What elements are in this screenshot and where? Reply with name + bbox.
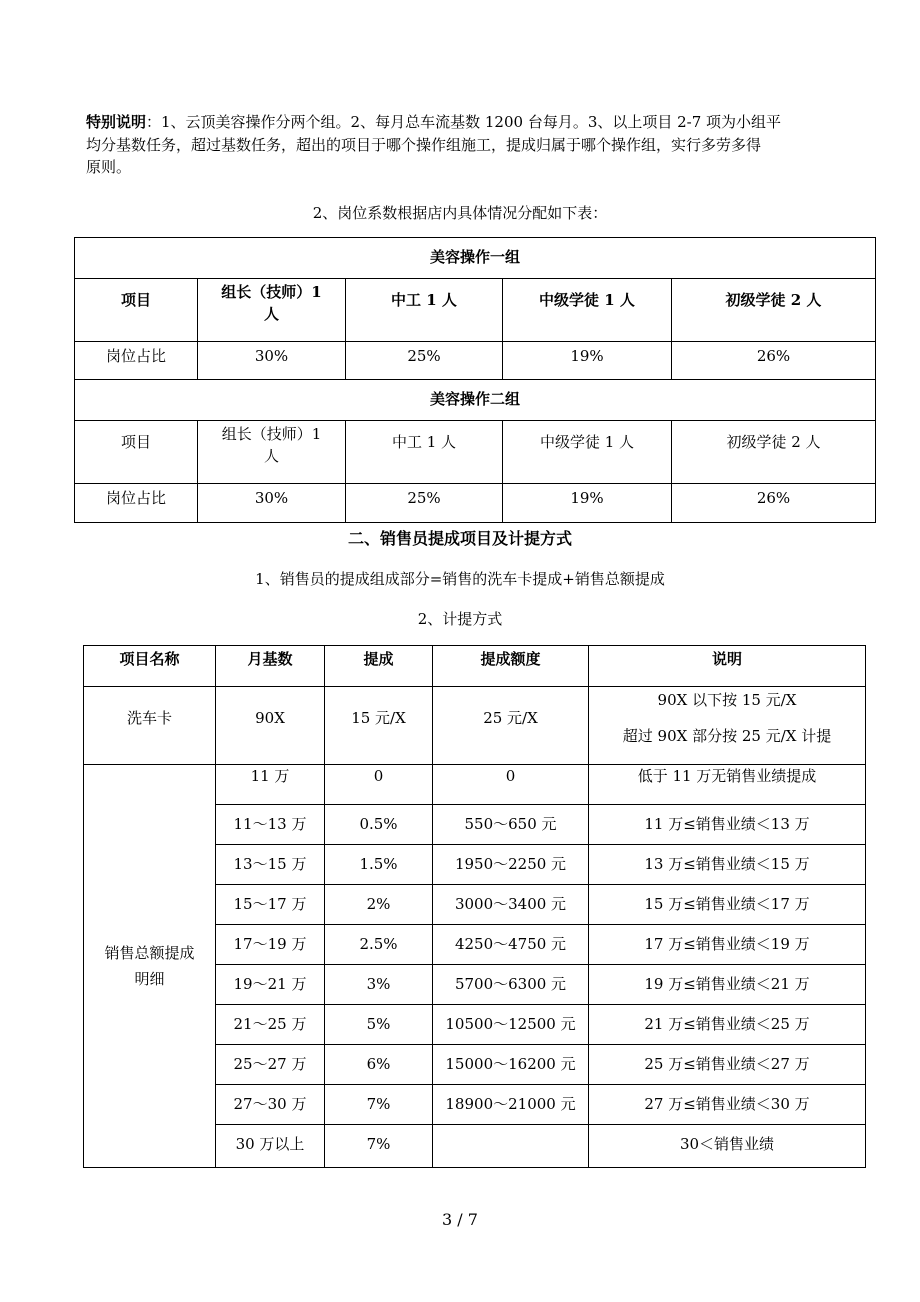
group2-header-mid: 中工 1 人 xyxy=(346,421,503,484)
header-commission-amount: 提成额度 xyxy=(433,646,589,687)
group1-ratio-leader: 30% xyxy=(198,342,346,380)
commission-header-row xyxy=(84,646,866,687)
group2-header-apprentice-mid: 中级学徒 1 人 xyxy=(503,421,672,484)
group2-ratio-mid: 25% xyxy=(346,484,503,523)
special-note-line1: 特别说明：1、云顶美容操作分两个组。2、每月总车流基数 1200 台每月。3、以上项目 2-7 项为小组平 xyxy=(86,113,782,131)
sales-range: 27～30 万 xyxy=(216,1085,325,1125)
sales-amount: 1950～2250 元 xyxy=(433,845,589,885)
sales-note: 11 万≤销售业绩＜13 万 xyxy=(589,805,866,845)
group1-header-mid: 中工 1 人 xyxy=(346,279,503,342)
sales-range: 11 万 xyxy=(216,765,325,805)
sales-range: 11～13 万 xyxy=(216,805,325,845)
sales-range: 17～19 万 xyxy=(216,925,325,965)
group2-title: 美容操作二组 xyxy=(75,380,876,421)
group1-ratio-row xyxy=(75,342,876,380)
sales-note: 21 万≤销售业绩＜25 万 xyxy=(589,1005,866,1045)
group2-header-apprentice-junior: 初级学徒 2 人 xyxy=(672,421,876,484)
sales-note: 30＜销售业绩 xyxy=(589,1125,866,1168)
page-number: 3 / 7 xyxy=(442,1210,478,1229)
sales-note: 25 万≤销售业绩＜27 万 xyxy=(589,1045,866,1085)
sales-total-label: 销售总额提成 明细 xyxy=(84,765,216,1168)
section2-title: 二、销售员提成项目及计提方式 xyxy=(347,529,572,548)
wash-card-row xyxy=(84,687,866,765)
section2-line2: 2、计提方式 xyxy=(417,610,503,628)
sales-rate: 0 xyxy=(325,765,433,805)
group1-header-leader: 组长（技师）1 人 xyxy=(198,279,346,342)
special-note-line2: 均分基数任务，超过基数任务，超出的项目于哪个操作组施工，提成归属于哪个操作组，实行多劳多得 xyxy=(86,135,762,154)
header-project-name: 项目名称 xyxy=(84,646,216,687)
sales-rate: 2% xyxy=(325,885,433,925)
header-description: 说明 xyxy=(589,646,866,687)
sales-rate: 2.5% xyxy=(325,925,433,965)
group2-header-leader: 组长（技师）1 人 xyxy=(198,421,346,484)
sales-range: 13～15 万 xyxy=(216,845,325,885)
sales-amount: 3000～3400 元 xyxy=(433,885,589,925)
sales-rate: 0.5% xyxy=(325,805,433,845)
position-ratio-table xyxy=(74,237,876,523)
sales-amount: 4250～4750 元 xyxy=(433,925,589,965)
wash-card-name: 洗车卡 xyxy=(84,687,216,765)
sales-note: 27 万≤销售业绩＜30 万 xyxy=(589,1085,866,1125)
sales-rate: 7% xyxy=(325,1085,433,1125)
group2-ratio-label: 岗位占比 xyxy=(75,484,198,523)
sales-note: 17 万≤销售业绩＜19 万 xyxy=(589,925,866,965)
section2-line1: 1、销售员的提成组成部分=销售的洗车卡提成+销售总额提成 xyxy=(255,570,665,588)
group2-ratio-apprentice-junior: 26% xyxy=(672,484,876,523)
wash-card-note xyxy=(589,687,866,765)
group1-title: 美容操作一组 xyxy=(75,238,876,279)
special-note-label: 特别说明 xyxy=(86,113,147,131)
sales-range: 30 万以上 xyxy=(216,1125,325,1168)
sales-amount: 18900～21000 元 xyxy=(433,1085,589,1125)
group1-ratio-apprentice-mid: 19% xyxy=(503,342,672,380)
header-commission: 提成 xyxy=(325,646,433,687)
group1-ratio-label: 岗位占比 xyxy=(75,342,198,380)
sales-rate: 6% xyxy=(325,1045,433,1085)
wash-card-amount: 25 元/X xyxy=(433,687,589,765)
wash-card-rate: 15 元/X xyxy=(325,687,433,765)
sales-amount: 5700～6300 元 xyxy=(433,965,589,1005)
group1-ratio-mid: 25% xyxy=(346,342,503,380)
sales-amount: 550～650 元 xyxy=(433,805,589,845)
header-monthly-base: 月基数 xyxy=(216,646,325,687)
sales-amount: 0 xyxy=(433,765,589,805)
sales-rate: 1.5% xyxy=(325,845,433,885)
sales-note: 低于 11 万无销售业绩提成 xyxy=(589,765,866,805)
group1-title-row xyxy=(75,238,876,279)
group2-ratio-row xyxy=(75,484,876,523)
sales-rate: 7% xyxy=(325,1125,433,1168)
sales-amount: 15000～16200 元 xyxy=(433,1045,589,1085)
group2-ratio-apprentice-mid: 19% xyxy=(503,484,672,523)
group1-header-item: 项目 xyxy=(75,279,198,342)
sales-amount xyxy=(433,1125,589,1168)
group2-ratio-leader: 30% xyxy=(198,484,346,523)
group1-header-apprentice-junior: 初级学徒 2 人 xyxy=(672,279,876,342)
special-note xyxy=(86,111,858,179)
ratio-subtitle: 2、岗位系数根据店内具体情况分配如下表： xyxy=(312,204,608,222)
special-note-line3: 原则。 xyxy=(86,158,132,176)
sales-note: 13 万≤销售业绩＜15 万 xyxy=(589,845,866,885)
group2-header-row xyxy=(75,421,876,484)
sales-rate: 5% xyxy=(325,1005,433,1045)
sales-range: 19～21 万 xyxy=(216,965,325,1005)
sales-amount: 10500～12500 元 xyxy=(433,1005,589,1045)
wash-card-base: 90X xyxy=(216,687,325,765)
group1-header-row xyxy=(75,279,876,342)
sales-row-0 xyxy=(84,765,866,805)
wash-card-note-line1: 90X 以下按 15 元/X xyxy=(657,691,797,709)
commission-table xyxy=(83,645,866,1168)
group2-title-row xyxy=(75,380,876,421)
sales-rate: 3% xyxy=(325,965,433,1005)
sales-range: 15～17 万 xyxy=(216,885,325,925)
sales-note: 15 万≤销售业绩＜17 万 xyxy=(589,885,866,925)
wash-card-note-line2: 超过 90X 部分按 25 元/X 计提 xyxy=(622,727,832,745)
sales-note: 19 万≤销售业绩＜21 万 xyxy=(589,965,866,1005)
group2-header-item: 项目 xyxy=(75,421,198,484)
sales-range: 21～25 万 xyxy=(216,1005,325,1045)
group1-ratio-apprentice-junior: 26% xyxy=(672,342,876,380)
group1-header-apprentice-mid: 中级学徒 1 人 xyxy=(503,279,672,342)
sales-range: 25～27 万 xyxy=(216,1045,325,1085)
